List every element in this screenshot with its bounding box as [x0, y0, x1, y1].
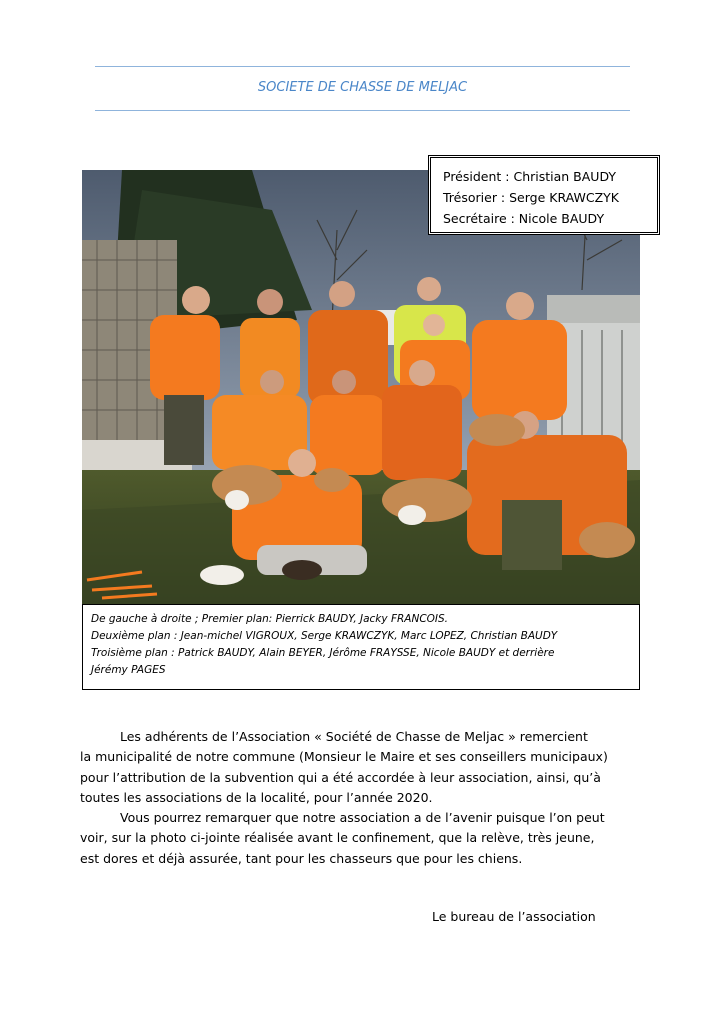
- office-bearers-box: [428, 155, 660, 235]
- text-line: toutes les associations de la localité, pour l’année 2020.: [80, 789, 433, 805]
- caption-line: Jérémy PAGES: [91, 664, 166, 676]
- paragraph-future: [80, 808, 650, 869]
- body-text: [80, 727, 650, 869]
- text-line: voir, sur la photo ci-jointe réalisée avant le confinement, que la relève, très jeune,: [80, 830, 595, 846]
- treasurer-line: Trésorier : Serge KRAWCZYK: [443, 190, 619, 205]
- secretary-line: Secrétaire : Nicole BAUDY: [443, 211, 605, 226]
- bottom-rule: [95, 110, 630, 111]
- text-line: la municipalité de notre commune (Monsieur le Maire et ses conseillers municipaux): [80, 749, 608, 765]
- text-line: pour l’attribution de la subvention qui a été accordée à leur association, ainsi, qu’à: [80, 769, 601, 785]
- photo-caption: [82, 604, 640, 690]
- text-line: Vous pourrez remarquer que notre association a de l’avenir puisque l’on peut: [120, 810, 605, 826]
- text-line: est dores et déjà assurée, tant pour les chasseurs que pour les chiens.: [80, 850, 523, 866]
- text-line: Les adhérents de l’Association « Société de Chasse de Meljac » remercient: [120, 729, 588, 744]
- caption-line: De gauche à droite ; Premier plan: Pierrick BAUDY, Jacky FRANCOIS.: [91, 613, 449, 625]
- page-title: SOCIETE DE CHASSE DE MELJAC: [257, 80, 468, 95]
- caption-line: Troisième plan : Patrick BAUDY, Alain BEYER, Jérôme FRAYSSE, Nicole BAUDY et derrière: [91, 647, 555, 659]
- signature: Le bureau de l’association: [432, 909, 596, 924]
- president-line: Président : Christian BAUDY: [443, 169, 617, 184]
- top-rule: [95, 66, 630, 67]
- group-photo: [82, 170, 640, 604]
- paragraph-thanks: [80, 727, 650, 808]
- caption-line: Deuxième plan : Jean-michel VIGROUX, Serge KRAWCZYK, Marc LOPEZ, Christian BAUDY: [91, 630, 558, 642]
